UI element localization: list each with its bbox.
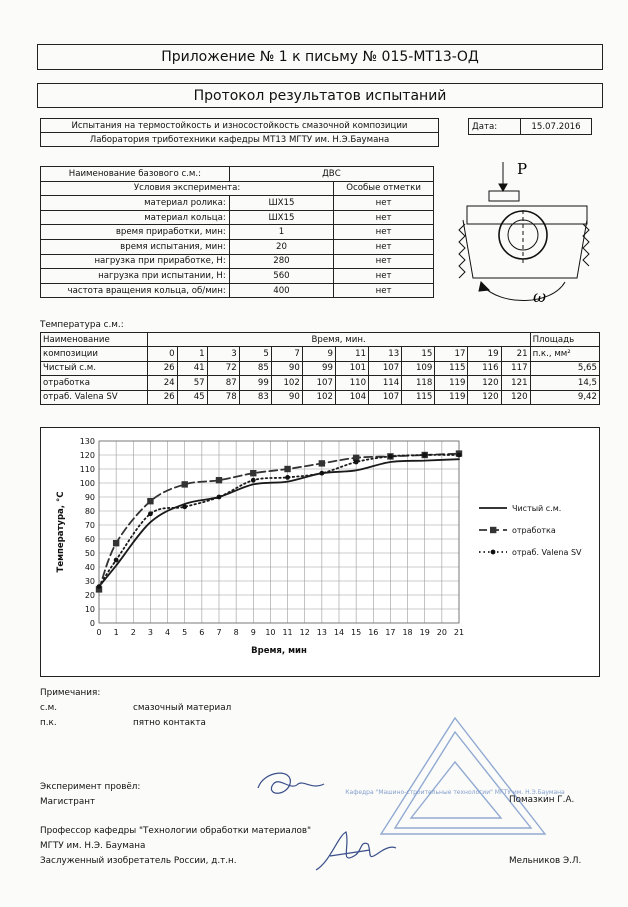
- data-point: [285, 475, 290, 480]
- friction-test-diagram: [455, 158, 595, 308]
- legend-marker: [490, 527, 496, 533]
- condition-name: нагрузка при испытании, Н:: [41, 269, 230, 284]
- temperature-cell: 107: [369, 361, 402, 375]
- x-tick-label: 21: [453, 628, 465, 637]
- contact-area-cell: 5,65: [530, 361, 599, 375]
- temperature-table: [40, 332, 600, 405]
- x-tick-label: 17: [385, 628, 396, 637]
- temperature-cell: 72: [207, 361, 239, 375]
- temperature-cell: 102: [271, 376, 302, 390]
- test-description: Испытания на термостойкость и износостойкость смазочной композиции: [41, 119, 439, 133]
- temperature-cell: 120: [468, 390, 501, 404]
- condition-value: ШХ15: [229, 196, 333, 211]
- temperature-row: [41, 376, 600, 390]
- condition-value: ШХ15: [229, 210, 333, 225]
- y-tick-label: 130: [79, 437, 95, 446]
- housing-hatching: [459, 224, 589, 278]
- condition-row: [41, 254, 434, 269]
- professor-signature: [310, 826, 400, 876]
- conditions-header: Условия эксперимента:: [41, 181, 334, 196]
- x-tick-label: 12: [299, 628, 310, 637]
- x-tick-label: 6: [199, 628, 205, 637]
- condition-note: нет: [334, 269, 434, 284]
- temperature-cell: 104: [335, 390, 368, 404]
- x-tick-label: 4: [165, 628, 171, 637]
- legend-label: Чистый с.м.: [512, 504, 562, 513]
- protocol-title: Протокол результатов испытаний: [37, 83, 603, 108]
- rotation-arrow: [483, 282, 565, 301]
- x-tick-label: 0: [96, 628, 102, 637]
- y-tick-label: 30: [84, 577, 95, 586]
- condition-name: нагрузка при приработке, Н:: [41, 254, 230, 269]
- x-tick-label: 2: [130, 628, 136, 637]
- temperature-cell: 107: [302, 376, 335, 390]
- time-column-header: 11: [335, 347, 368, 361]
- legend-label: отработка: [512, 526, 556, 535]
- temperature-cell: 87: [207, 376, 239, 390]
- temperature-cell: 120: [468, 376, 501, 390]
- data-point: [251, 478, 256, 483]
- temperature-cell: 115: [402, 390, 435, 404]
- x-tick-label: 10: [265, 628, 276, 637]
- condition-note: нет: [334, 225, 434, 240]
- temperature-cell: 45: [177, 390, 207, 404]
- master-title: Магистрант: [40, 797, 96, 807]
- professor-name: Мельников Э.Л.: [509, 856, 582, 866]
- y-tick-label: 0: [89, 619, 95, 628]
- data-point: [182, 504, 187, 509]
- x-axis-label: Время, мин: [251, 646, 307, 656]
- time-column-header: 9: [302, 347, 335, 361]
- professor-line-1: Профессор кафедры "Технологии обработки материалов": [40, 826, 312, 836]
- temperature-cell: 110: [335, 376, 368, 390]
- y-tick-label: 100: [79, 479, 95, 488]
- composition-name: отраб. Valena SV: [41, 390, 148, 404]
- x-tick-label: 13: [316, 628, 327, 637]
- temperature-cell: 114: [369, 376, 402, 390]
- professor-line-2: МГТУ им. Н.Э. Баумана: [40, 841, 146, 851]
- condition-note: нет: [334, 283, 434, 298]
- condition-name: частота вращения кольца, об/мин:: [41, 283, 230, 298]
- conducted-label: Эксперимент провёл:: [40, 782, 141, 792]
- x-tick-label: 3: [147, 628, 153, 637]
- test-info-table: [40, 118, 439, 147]
- x-tick-label: 8: [233, 628, 239, 637]
- data-point: [113, 540, 119, 546]
- appendix-title: Приложение № 1 к письму № 015-МТ13-ОД: [37, 44, 603, 70]
- x-tick-label: 16: [368, 628, 379, 637]
- data-point: [319, 471, 324, 476]
- temperature-row: [41, 390, 600, 404]
- roller-housing: [467, 206, 587, 224]
- date-table: [468, 118, 592, 135]
- time-column-header: 19: [468, 347, 501, 361]
- time-column-header: 13: [369, 347, 402, 361]
- x-tick-label: 19: [419, 628, 430, 637]
- condition-row: [41, 239, 434, 254]
- x-tick-label: 7: [216, 628, 222, 637]
- temperature-cell: 41: [177, 361, 207, 375]
- data-point: [457, 453, 462, 458]
- time-column-header: 3: [207, 347, 239, 361]
- x-tick-label: 9: [250, 628, 256, 637]
- condition-row: [41, 283, 434, 298]
- y-tick-label: 120: [79, 451, 95, 460]
- lubricant-bath: [463, 220, 587, 278]
- stamp-outer-triangle: [381, 718, 545, 834]
- temperature-cell: 83: [239, 390, 271, 404]
- data-point: [217, 495, 222, 500]
- x-tick-label: 18: [402, 628, 413, 637]
- data-point: [148, 511, 153, 516]
- load-arrow-head: [499, 184, 507, 191]
- data-point: [97, 584, 102, 589]
- chart-grid: [99, 441, 459, 623]
- y-tick-label: 80: [84, 507, 95, 516]
- legend-item: [479, 504, 561, 513]
- temperature-cell: 109: [402, 361, 435, 375]
- temperature-chart-frame: [40, 427, 600, 677]
- y-tick-label: 50: [84, 549, 95, 558]
- legend-marker: [491, 550, 496, 555]
- laboratory-name: Лаборатория триботехники кафедры МТ13 МГТУ им. Н.Э.Баумана: [41, 133, 439, 147]
- data-point: [147, 498, 153, 504]
- composition-name: отработка: [41, 376, 148, 390]
- condition-name: время испытания, мин:: [41, 239, 230, 254]
- condition-note: нет: [334, 254, 434, 269]
- y-tick-label: 40: [84, 563, 95, 572]
- professor-line-3: Заслуженный изобретатель России, д.т.н.: [40, 856, 237, 866]
- temperature-chart: [41, 428, 599, 676]
- note-meaning-2: пятно контакта: [133, 718, 206, 728]
- time-column-header: 0: [147, 347, 177, 361]
- temperature-cell: 99: [239, 376, 271, 390]
- temperature-cell: 121: [501, 376, 530, 390]
- data-point: [284, 466, 290, 472]
- department-stamp: [345, 712, 565, 842]
- condition-row: [41, 210, 434, 225]
- date-value: 15.07.2016: [521, 119, 592, 135]
- condition-value: 20: [229, 239, 333, 254]
- time-column-header: 1: [177, 347, 207, 361]
- time-header: Время, мин.: [147, 333, 530, 347]
- area-header-2: п.к., мм²: [530, 347, 599, 361]
- data-point: [250, 470, 256, 476]
- temperature-cell: 101: [335, 361, 368, 375]
- condition-row: [41, 269, 434, 284]
- temperature-row: [41, 361, 600, 375]
- rotation-arrow-head: [479, 282, 489, 291]
- condition-name: материал ролика:: [41, 196, 230, 211]
- temperature-cell: 57: [177, 376, 207, 390]
- condition-value: 400: [229, 283, 333, 298]
- master-signature: [250, 766, 330, 806]
- x-tick-label: 1: [113, 628, 119, 637]
- y-tick-label: 90: [84, 493, 95, 502]
- temperature-cell: 117: [501, 361, 530, 375]
- condition-value: 1: [229, 225, 333, 240]
- data-point: [319, 460, 325, 466]
- legend-item: [479, 526, 556, 535]
- temperature-cell: 26: [147, 390, 177, 404]
- temperature-cell: 85: [239, 361, 271, 375]
- data-point: [422, 453, 427, 458]
- y-tick-label: 70: [84, 521, 95, 530]
- date-label: Дата:: [469, 119, 521, 135]
- name-header-2: композиции: [41, 347, 148, 361]
- notes-heading: Примечания:: [40, 688, 101, 698]
- data-point: [354, 460, 359, 465]
- load-block: [489, 191, 519, 201]
- plot-area: [99, 441, 459, 623]
- legend-label: отраб. Valena SV: [512, 548, 582, 557]
- condition-note: нет: [334, 210, 434, 225]
- temperature-section-label: Температура с.м.:: [40, 320, 124, 330]
- legend-item: [479, 548, 582, 557]
- condition-name: время приработки, мин:: [41, 225, 230, 240]
- temperature-cell: 115: [435, 361, 468, 375]
- condition-row: [41, 196, 434, 211]
- note-abbr-1: с.м.: [40, 703, 58, 713]
- contact-area-cell: 9,42: [530, 390, 599, 404]
- note-abbr-2: п.к.: [40, 718, 57, 728]
- data-point: [216, 477, 222, 483]
- master-name: Помазкин Г.А.: [509, 795, 575, 805]
- base-lubricant-label: Наименование базового с.м.:: [41, 167, 230, 182]
- time-column-header: 15: [402, 347, 435, 361]
- contact-area-cell: 14,5: [530, 376, 599, 390]
- note-meaning-1: смазочный материал: [133, 703, 232, 713]
- temperature-cell: 90: [271, 390, 302, 404]
- condition-note: нет: [334, 239, 434, 254]
- temperature-cell: 26: [147, 361, 177, 375]
- temperature-cell: 119: [435, 390, 468, 404]
- temperature-cell: 99: [302, 361, 335, 375]
- y-tick-label: 110: [79, 465, 95, 474]
- temperature-cell: 78: [207, 390, 239, 404]
- base-lubricant-value: ДВС: [229, 167, 433, 182]
- load-label: P: [517, 160, 528, 178]
- y-tick-label: 10: [84, 605, 95, 614]
- temperature-cell: 120: [501, 390, 530, 404]
- condition-row: [41, 225, 434, 240]
- temperature-cell: 119: [435, 376, 468, 390]
- temperature-cell: 107: [369, 390, 402, 404]
- temperature-cell: 102: [302, 390, 335, 404]
- condition-name: материал кольца:: [41, 210, 230, 225]
- x-tick-label: 15: [351, 628, 362, 637]
- x-tick-label: 14: [333, 628, 345, 637]
- condition-value: 560: [229, 269, 333, 284]
- x-tick-label: 5: [182, 628, 188, 637]
- time-column-header: 7: [271, 347, 302, 361]
- x-tick-label: 20: [436, 628, 447, 637]
- series-line: [99, 454, 459, 590]
- x-tick-label: 11: [282, 628, 293, 637]
- time-column-header: 5: [239, 347, 271, 361]
- temperature-cell: 24: [147, 376, 177, 390]
- condition-note: нет: [334, 196, 434, 211]
- composition-name: Чистый с.м.: [41, 361, 148, 375]
- y-tick-label: 60: [84, 535, 95, 544]
- temperature-cell: 90: [271, 361, 302, 375]
- notes-header: Особые отметки: [334, 181, 434, 196]
- time-column-header: 17: [435, 347, 468, 361]
- condition-value: 280: [229, 254, 333, 269]
- data-point: [182, 481, 188, 487]
- rotation-label: ω: [533, 287, 547, 306]
- temperature-cell: 118: [402, 376, 435, 390]
- time-column-header: 21: [501, 347, 530, 361]
- area-header-1: Площадь: [530, 333, 599, 347]
- data-point: [114, 558, 119, 563]
- y-tick-label: 20: [84, 591, 95, 600]
- temperature-cell: 116: [468, 361, 501, 375]
- stamp-text: Кафедра "Машино-строительные технологии" МГТУ им. Н.Э.Баумана: [345, 789, 565, 796]
- y-axis-label: Температура, °C: [56, 491, 66, 573]
- conditions-table: [40, 166, 434, 298]
- name-header-1: Наименование: [41, 333, 148, 347]
- data-point: [388, 454, 393, 459]
